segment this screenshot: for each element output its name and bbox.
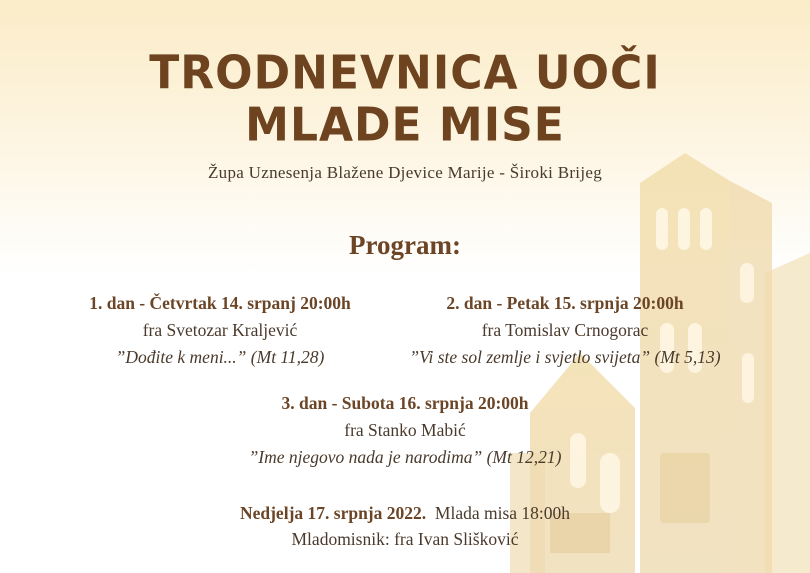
- day-1-header: 1. dan - Četvrtak 14. srpanj 20:00h: [89, 293, 351, 313]
- day-3-header: 3. dan - Subota 16. srpnja 20:00h: [281, 393, 529, 413]
- first-mass-date: Nedjelja 17. srpnja 2022.: [239, 503, 427, 523]
- parish-subtitle: Župa Uznesenja Blažene Djevice Marije - Široki Brijeg: [207, 163, 602, 182]
- first-mass-time: Mlada misa 18:00h: [434, 503, 571, 523]
- day-1-quote: ”Dođite k meni...” (Mt 11,28): [115, 347, 325, 367]
- day-3-quote: ”Ime njegovo nada je narodima” (Mt 12,21): [248, 447, 562, 467]
- day-2-priest: fra Tomislav Crnogorac: [481, 320, 649, 340]
- day-2-block: [370, 290, 760, 371]
- title-line-1: TRODNEVNICA UOČI: [149, 46, 661, 101]
- day-1-block: [30, 290, 410, 371]
- day-2-quote: ”Vi ste sol zemlje i svjetlo svijeta” (Mt 5,13): [409, 347, 721, 367]
- celebrant-line: Mladomisnik: fra Ivan Slišković: [291, 529, 519, 549]
- program-heading: Program:: [349, 230, 461, 260]
- day-2-header: 2. dan - Petak 15. srpnja 20:00h: [446, 293, 684, 313]
- day-1-priest: fra Svetozar Kraljević: [142, 320, 298, 340]
- day-3-priest: fra Stanko Mabić: [344, 420, 466, 440]
- title-line-2: MLADE MISE: [245, 98, 565, 153]
- first-mass-block: [0, 500, 810, 552]
- day-3-block: [200, 390, 610, 471]
